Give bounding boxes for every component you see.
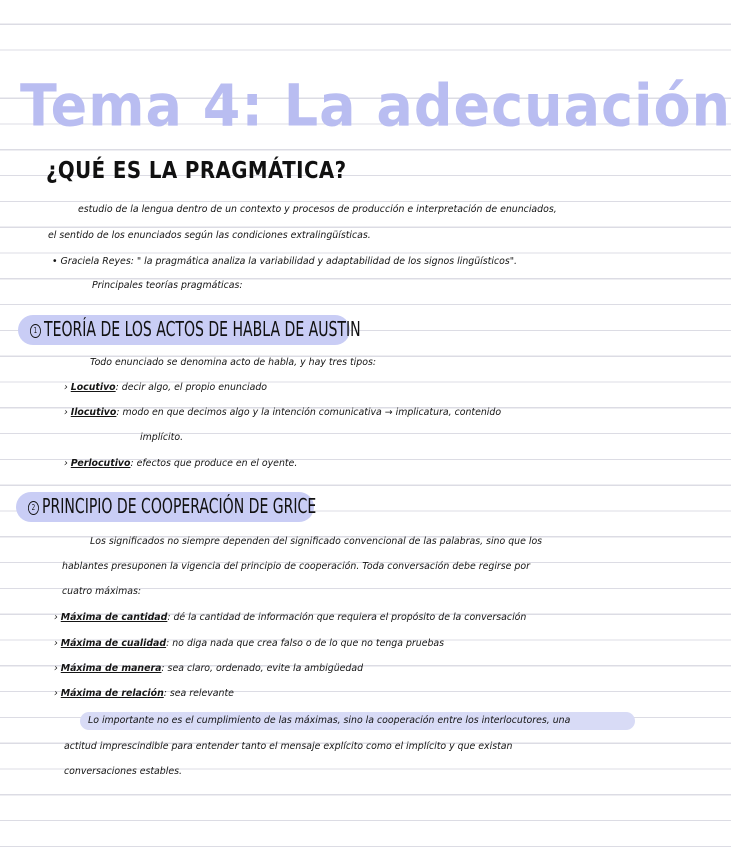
item-term: Perlocutivo — [70, 458, 131, 469]
item-text: : efectos que produce en el oyente. — [130, 458, 298, 469]
intro-line-1: estudio de la lengua dentro de un contexto y procesos de producción e interpretación de enunciados, — [78, 204, 557, 215]
conclusion-line-2: actitud imprescindible para entender tanto el mensaje explícito como el implícito y que existan — [64, 741, 513, 752]
item-text: : sea relevante — [163, 688, 234, 699]
section1-lead: Todo enunciado se denomina acto de habla, y hay tres tipos: — [90, 357, 377, 368]
item-text: : modo en que decimos algo y la intención comunicativa → implicatura, contenido — [116, 407, 502, 418]
list-item: › Máxima de relación: sea relevante — [54, 688, 234, 699]
page-title: Tema 4: La adecuación — [20, 71, 731, 140]
section2-title-text: PRINCIPIO DE COOPERACIÓN DE GRICE — [42, 494, 317, 518]
item-text: : sea claro, ordenado, evite la ambigüedad — [161, 663, 364, 674]
intro-line-2: el sentido de los enunciados según las condiciones extralingüísticas. — [48, 230, 371, 241]
section2-lead-3: cuatro máximas: — [62, 586, 142, 597]
item-term: Ilocutivo — [70, 407, 117, 418]
intro-theories: Principales teorías pragmáticas: — [92, 280, 243, 291]
item-text: : decir algo, el propio enunciado — [115, 382, 268, 393]
list-item: › Perlocutivo: efectos que produce en el oyente. — [64, 458, 298, 469]
conclusion-line-3: conversaciones estables. — [64, 766, 182, 777]
section1-title-text: TEORÍA DE LOS ACTOS DE HABLA DE AUSTIN — [44, 317, 361, 341]
item-term: Máxima de cantidad — [60, 612, 168, 623]
list-item: › Máxima de manera: sea claro, ordenado, evite la ambigüedad — [54, 663, 364, 674]
section2-lead-2: hablantes presuponen la vigencia del principio de cooperación. Toda conversación debe regirse por — [62, 561, 530, 572]
section2-number: 2 — [28, 501, 39, 515]
conclusion-line-1: Lo importante no es el cumplimiento de las máximas, sino la cooperación entre los interlocutores, una — [88, 715, 571, 726]
section2-title — [28, 494, 316, 518]
item-term: Máxima de cualidad — [60, 638, 167, 649]
section1-title — [30, 317, 361, 341]
section2-lead-1: Los significados no siempre dependen del significado convencional de las palabras, sino que los — [90, 536, 543, 547]
intro-quote: • Graciela Reyes: " la pragmática analiza la variabilidad y adaptabilidad de los signos lingüísticos". — [52, 256, 518, 267]
heading-pragmatica: ¿QUÉ ES LA PRAGMÁTICA? — [46, 158, 347, 184]
list-item: › Ilocutivo: modo en que decimos algo y la intención comunicativa → implicatura, contenido — [64, 407, 502, 418]
list-item: › Máxima de cualidad: no diga nada que crea falso o de lo que no tenga pruebas — [54, 638, 445, 649]
list-item: › Locutivo: decir algo, el propio enunciado — [64, 382, 268, 393]
item-term: Locutivo — [70, 382, 116, 393]
item-text: : dé la cantidad de información que requiera el propósito de la conversación — [167, 612, 527, 623]
item-term: Máxima de relación — [60, 688, 164, 699]
list-item-continuation: implícito. — [140, 432, 184, 443]
section1-number: 1 — [30, 324, 41, 338]
list-item: › Máxima de cantidad: dé la cantidad de información que requiera el propósito de la conversación — [54, 612, 527, 623]
item-term: Máxima de manera — [60, 663, 162, 674]
item-text: : no diga nada que crea falso o de lo que no tenga pruebas — [166, 638, 445, 649]
